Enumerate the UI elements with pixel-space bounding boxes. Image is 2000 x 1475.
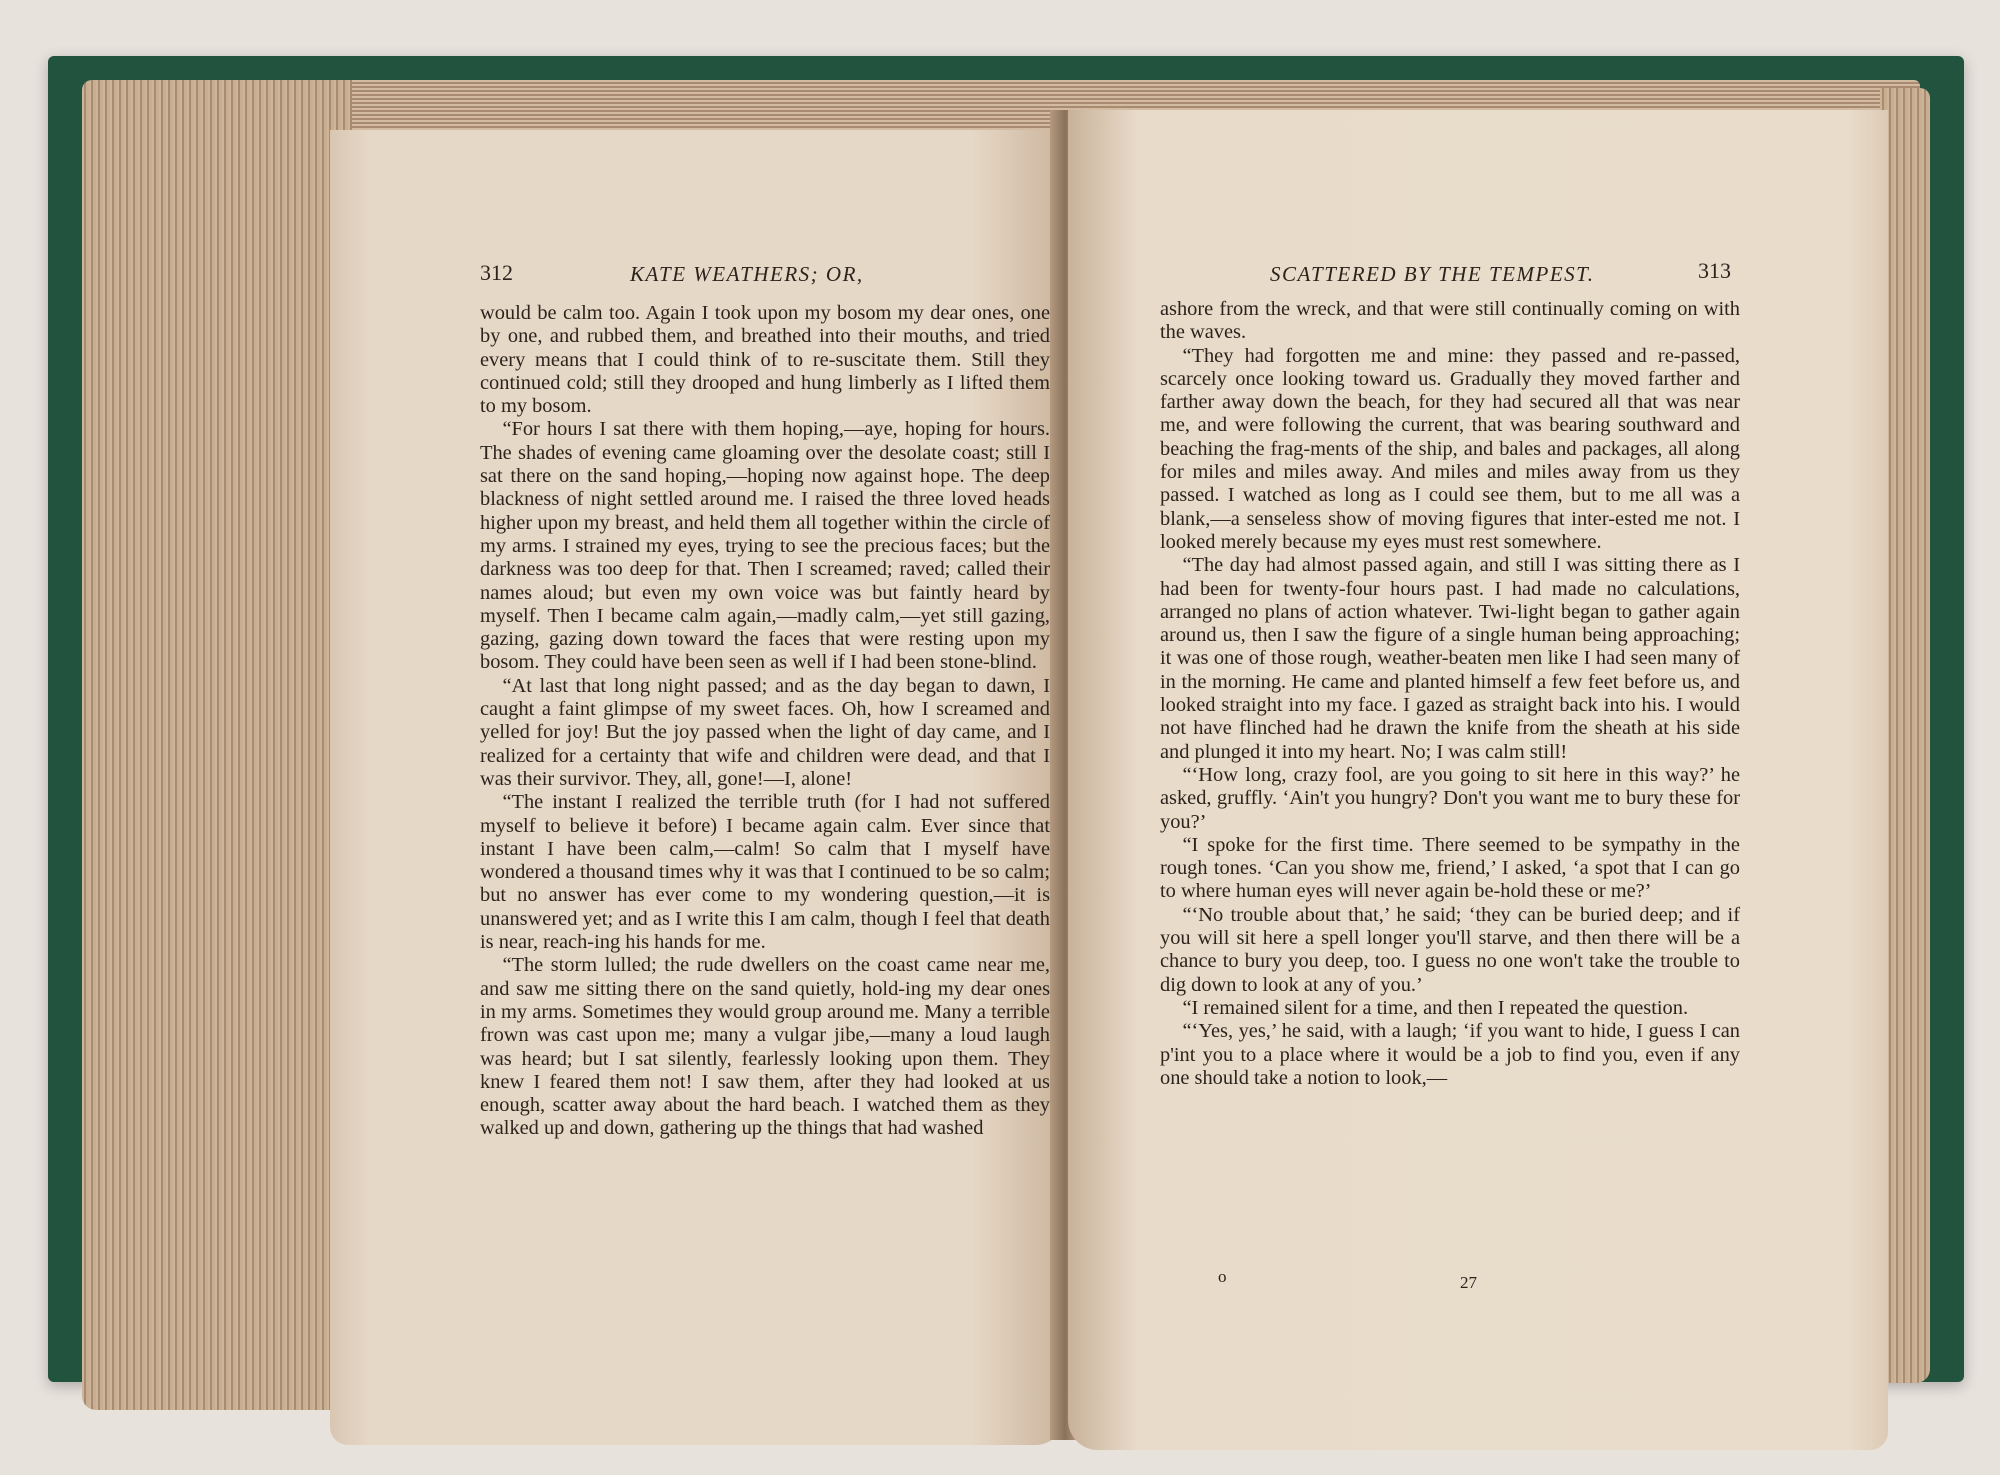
paragraph: “The day had almost passed again, and still I was sitting there as I had been for twenty-four hours past. I had made no calculations, arranged no plans of action whatever. Twi-light began to gather again around us, then I saw the figure of a single human being approaching; it was one of those rough, weather-beaten men like I had seen many of in the morning. He came and planted himself a few feet before us, and looked straight into my face. I gazed as straight back into his. I would not have flinched had he drawn the knife from the sheath at his side and plunged it into my heart. No; I was calm still! xyxy=(1160,554,1740,763)
paragraph: “‘How long, crazy fool, are you going to sit here in this way?’ he asked, gruffly. ‘Ain't you hungry? Don't you want me to bury these for you?’ xyxy=(1160,763,1740,833)
right-page-number: 313 xyxy=(1698,258,1731,283)
page-edges-left xyxy=(82,80,352,1410)
paragraph: “For hours I sat there with them hoping,—aye, hoping for hours. The shades of evening came gloaming over the desolate coast; still I sat there on the sand hoping,—hoping now against hope. The deep blackness of night settled around me. I raised the three loved heads higher upon my breast, and held them all together within the circle of my arms. I strained my eyes, trying to see the precious faces; but the darkness was too deep for that. Then I screamed; raved; called their names aloud; but even my own voice was but faintly heard by myself. Then I became calm again,—madly calm,—yet still gazing, gazing, gazing down toward the faces that were resting upon my bosom. They could have been seen as well if I had been stone-blind. xyxy=(480,418,1050,674)
paragraph: “I remained silent for a time, and then I repeated the question. xyxy=(1182,996,1689,1019)
paragraph: would be calm too. Again I took upon my bosom my dear ones, one by one, and rubbed them, and breathed into their mouths, and tried every means that I could think of to re-suscitate them. Still they continued cold; still they drooped and hung limberly as I lifted them to my bosom. xyxy=(480,302,1050,418)
left-page-number: 312 xyxy=(480,260,513,285)
paragraph: “They had forgotten me and mine: they passed and re-passed, scarcely once looking toward us. Gradually they moved farther and farther away down the beach, for they had secured all that was near me, and were following the current, that was bearing southward and beaching the frag-ments of the ship, and bales and packages, all along for miles and miles away. And miles and miles away from us they passed. I watched as long as I could see them, but to me all was a blank,—a senseless show of moving figures that inter-ested me not. I looked merely because my eyes must rest somewhere. xyxy=(1160,344,1740,553)
right-page xyxy=(1068,110,1888,1450)
paragraph: “The storm lulled; the rude dwellers on the coast came near me, and saw me sitting there on the sand quietly, hold-ing my dear ones in my arms. Sometimes they would group around me. Many a terrible frown was cast upon me; many a vulgar jibe,—many a loud laugh was heard; but I sat silently, fearlessly looking upon them. They knew I feared them not! I saw them, after they had looked at us enough, scatter away about the hard beach. I watched them as they walked up and down, gathering up the things that had washed xyxy=(480,954,1050,1140)
paragraph: “At last that long night passed; and as the day began to dawn, I caught a faint glimpse of my sweet faces. Oh, how I screamed and yelled for joy! But the joy passed when the light of day came, and I realized for a certainty that wife and children were dead, and that I was their survivor. They, all, gone!—I, alone! xyxy=(480,674,1050,790)
signature-mark: o xyxy=(1218,1267,1227,1286)
left-page xyxy=(330,130,1065,1445)
paragraph: “‘No trouble about that,’ he said; ‘they can be buried deep; and if you will sit here a spell longer you'll starve, and then there will be a chance to bury you deep, too. I guess no one won't take the trouble to dig down to look at any of you.’ xyxy=(1160,903,1740,996)
left-running-head: KATE WEATHERS; OR, xyxy=(630,262,864,286)
left-page-text xyxy=(480,302,1050,1141)
paragraph: ashore from the wreck, and that were still continually coming on with the waves. xyxy=(1160,298,1740,344)
right-running-head: SCATTERED BY THE TEMPEST. xyxy=(1270,262,1595,286)
right-page-text xyxy=(1160,298,1740,1090)
paragraph: “I spoke for the first time. There seemed to be sympathy in the rough tones. ‘Can you show me, friend,’ I asked, ‘a spot that I can go to where human eyes will never again be-hold these or me?’ xyxy=(1160,833,1740,903)
paragraph: “‘Yes, yes,’ he said, with a laugh; ‘if you want to hide, I guess I can p'int you to a place where it would be a job to find you, even if any one should take a notion to look,— xyxy=(1160,1020,1740,1089)
paragraph: “The instant I realized the terrible truth (for I had not suffered myself to believe it before) I became again calm. Ever since that instant I have been calm,—calm! So calm that I myself have wondered a thousand times why it was that I continued to be so calm; but no answer has ever come to my wondering question,—it is unanswered yet; and as I write this I am calm, though I feel that death is near, reach-ing his hands for me. xyxy=(480,791,1050,954)
signature-number: 27 xyxy=(1460,1273,1477,1292)
